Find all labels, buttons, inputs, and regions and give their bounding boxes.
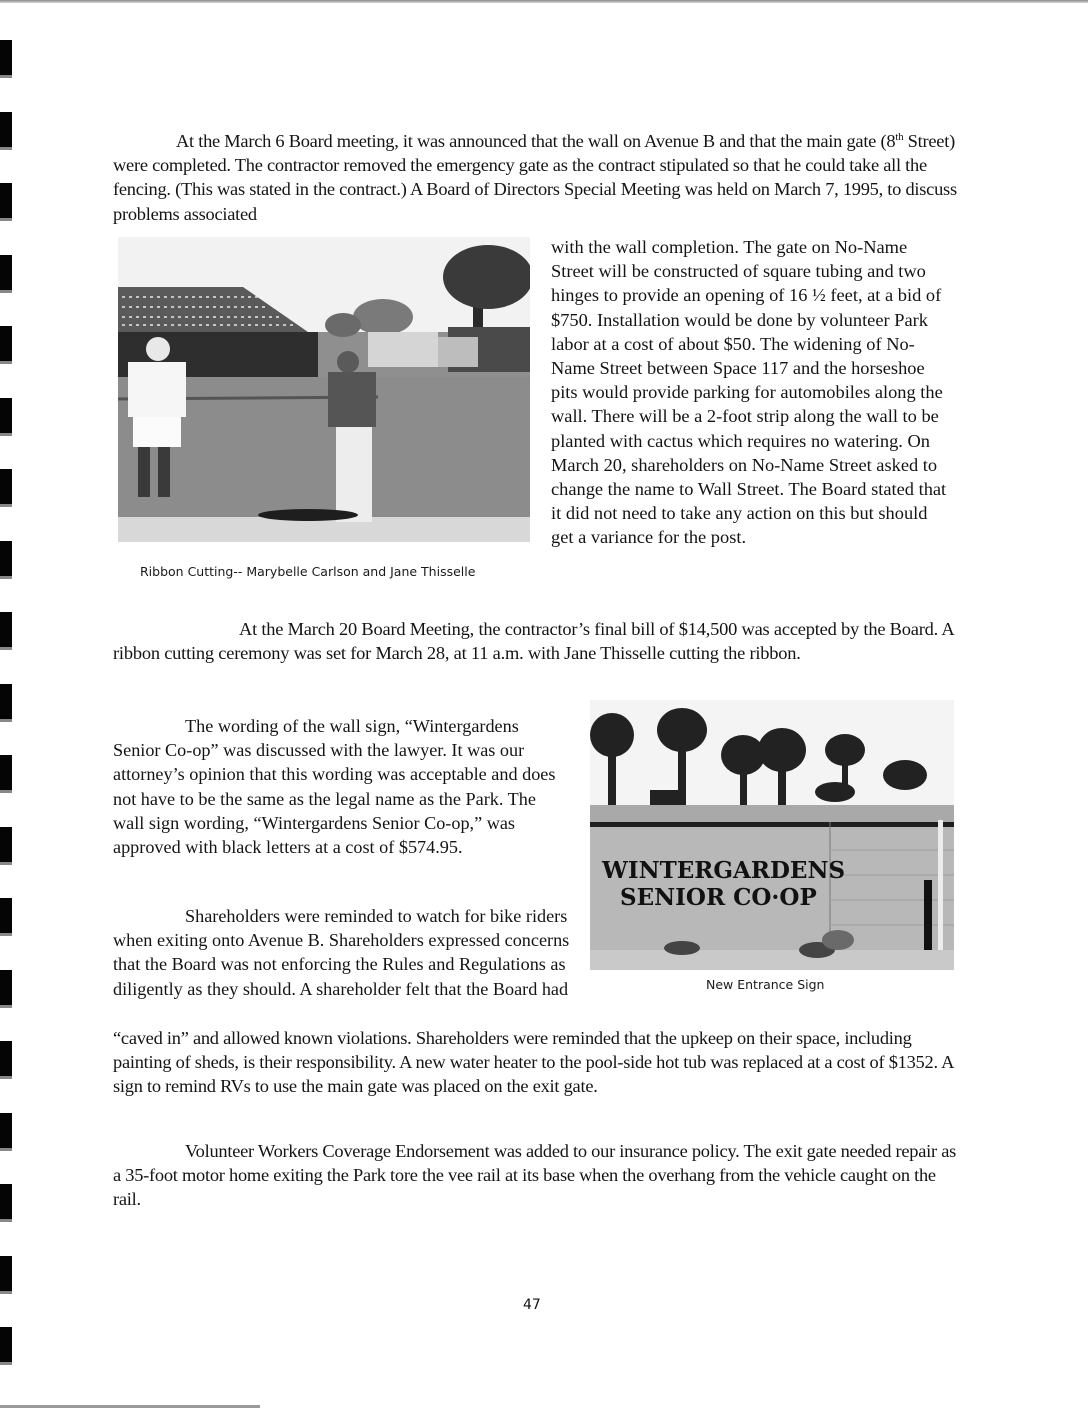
punch-hole [0, 398, 12, 436]
punch-hole [0, 40, 12, 78]
paragraph-march-6-meeting [113, 129, 958, 226]
entrance-sign-image [590, 700, 954, 970]
ribbon-cutting-image [118, 237, 530, 542]
punch-hole [0, 541, 12, 579]
punch-hole [0, 183, 12, 221]
punch-hole [0, 1327, 12, 1365]
punch-hole [0, 612, 12, 650]
paragraph-shareholder-concerns-continued: “caved in” and allowed known violations. Shareholders were reminded that the upkeep on their space, including painting of sheds, is their responsibility. A new water heater to the pool-side hot tub was replaced at a cost of $1352. A sign to remind RVs to use the main gate was placed on the exit gate. [113, 1028, 954, 1097]
punch-hole [0, 112, 12, 150]
paragraph-text: At the March 20 Board Meeting, the contractor’s final bill of $14,500 was accepted by the Board. A ribbon cutting ceremony was set for March 28, at 11 a.m. with Jane Thisselle cutting the ribbon. [113, 619, 954, 664]
punch-hole [0, 827, 12, 865]
paragraph-text: At the March 6 Board meeting, it was announced that the wall on Avenue B and that the main gate (8 [176, 131, 896, 151]
punch-hole [0, 1041, 12, 1079]
punch-hole [0, 684, 12, 722]
paragraph-shareholder-concerns: Shareholders were reminded to watch for bike riders when exiting onto Avenue B. Shareholders expressed concerns that the Board was not enforcing the Rules and Regulations as diligently as they should. A shareholder felt that the Board had [113, 906, 570, 999]
ribbon-cutting-photo [118, 237, 530, 542]
punch-hole [0, 1184, 12, 1222]
punch-hole [0, 755, 12, 793]
punch-hole [0, 326, 12, 364]
binding-punch-holes [0, 0, 14, 1408]
punch-hole [0, 970, 12, 1008]
sign-lettering-line2: SENIOR CO·OP [620, 884, 817, 911]
paragraph-wall-completion: with the wall completion. The gate on No-Name Street will be constructed of square tubing and two hinges to provide an opening of 16 ½ feet, at a bid of $750. Installation would be done by volunteer Park labor at a cost of about $50. The widening of No-Name Street between Space 117 and the horseshoe pits would provide parking for automobiles along the wall. There will be a 2-foot strip along the wall to be planted with cactus which requires no watering. On March 20, shareholders on No-Name Street asked to change the name to Wall Street. The Board stated that it did not need to take any action on this but should get a variance for the post. [551, 237, 947, 548]
punch-hole [0, 1113, 12, 1151]
paragraph-insurance-exit-gate: Volunteer Workers Coverage Endorsement was added to our insurance policy. The exit gate needed repair as a 35-foot motor home exiting the Park tore the vee rail at its base when the overhang from the vehicle caught on the rail. [113, 1141, 957, 1210]
entrance-sign-caption: New Entrance Sign [706, 977, 825, 992]
punch-hole [0, 469, 12, 507]
page-number: 47 [523, 1297, 541, 1313]
punch-hole [0, 898, 12, 936]
superscript: th [895, 130, 904, 143]
ribbon-photo-caption: Ribbon Cutting-- Marybelle Carlson and Jane Thisselle [140, 564, 476, 579]
sign-lettering-line1: WINTERGARDENS [602, 857, 846, 884]
paragraph-text: Street) were completed. The contractor removed the emergency gate as the contract stipulated so that he could take all the fencing. (This was stated in the contract.) A Board of Directors Special Meeting was held on March 7, 1995, to discuss problems associated [113, 131, 957, 224]
punch-hole [0, 255, 12, 293]
entrance-sign-photo [590, 700, 954, 970]
paragraph-march-20-meeting [113, 617, 958, 665]
punch-hole [0, 1256, 12, 1294]
paragraph-wall-sign-wording: The wording of the wall sign, “Wintergardens Senior Co-op” was discussed with the lawyer. It was our attorney’s opinion that this wording was acceptable and does not have to be the same as the legal name as the Park. The wall sign wording, “Wintergardens Senior Co-op,” was approved with black letters at a cost of $574.95. [113, 716, 556, 858]
page-top-edge [0, 0, 1088, 3]
